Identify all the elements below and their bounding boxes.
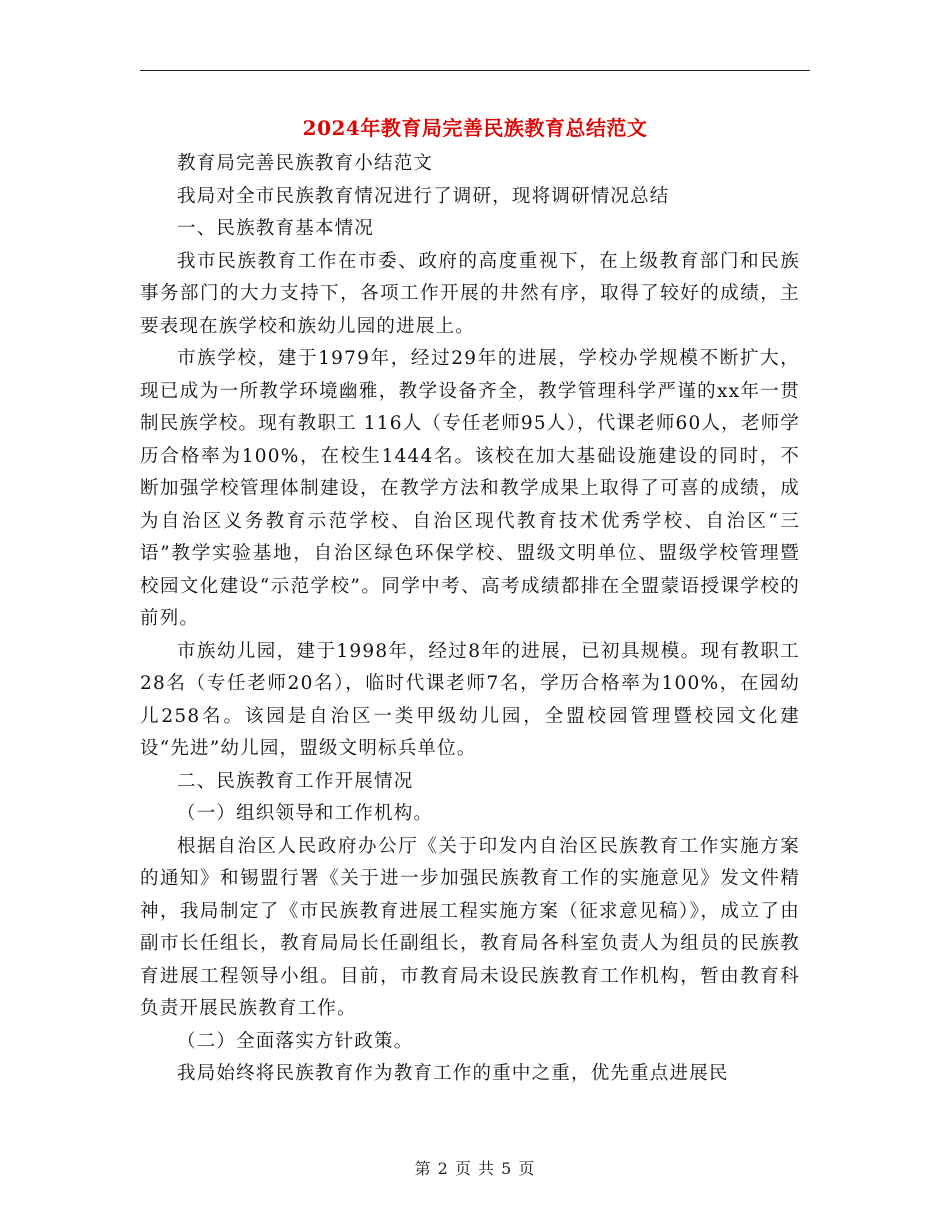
header-rule bbox=[140, 70, 810, 71]
paragraph-overview: 我市民族教育工作在市委、政府的高度重视下，在上级教育部门和民族事务部门的大力支持下，各项工作开展的井然有序，取得了较好的成绩，主要表现在族学校和族幼儿园的进展上。 bbox=[140, 250, 800, 337]
paragraph-subtitle: 教育局完善民族教育小结范文 bbox=[177, 153, 434, 174]
subsection-heading-1: （一）组织领导和工作机构。 bbox=[177, 803, 434, 824]
paragraph-school: 市族学校，建于1979年，经过29年的进展，学校办学规模不断扩大，现已成为一所教学环境幽雅，教学设备齐全，教学管理科学严谨的xx年一贯制民族学校。现有教职工 116人（专任老师95人），代课老师60人，老师学历合格率为100%，在校生1444名。该校在加大基础设施建设的同时，不断加强学校管理体制建设，在教学方法和教学成果上取得了可喜的成绩，成为自治区义务教育示范学校、自治区现代教育技术优秀学校、自治区“三语”教学实验基地，自治区绿色环保学校、盟级文明单位、盟级学校管理暨校园文化建设“示范学校”。同学中考、高考成绩都排在全盟蒙语授课学校的前列。 bbox=[140, 348, 800, 629]
page-number: 第 2 页 共 5 页 bbox=[414, 1159, 536, 1178]
subsection-heading-2: （二）全面落实方针政策。 bbox=[177, 1030, 414, 1052]
paragraph-kindergarten: 市族幼儿园，建于1998年，经过8年的进展，已初具规模。现有教职工28名（专任老师20名），临时代课老师7名，学历合格率为100%，在园幼儿258名。该园是自治区一类甲级幼儿园，全盟校园管理暨校园文化建设“先进”幼儿园，盟级文明标兵单位。 bbox=[140, 640, 800, 759]
document-title: 2024年教育局完善民族教育总结范文 bbox=[302, 116, 648, 140]
paragraph-policy: 我局始终将民族教育作为教育工作的重中之重，优先重点进展民 bbox=[177, 1063, 729, 1084]
section-heading-1: 一、民族教育基本情况 bbox=[177, 218, 375, 239]
paragraph-intro: 我局对全市民族教育情况进行了调研，现将调研情况总结 bbox=[177, 185, 670, 207]
section-heading-2: 二、民族教育工作开展情况 bbox=[177, 770, 414, 792]
paragraph-organization: 根据自治区人民政府办公厅《关于印发内自治区民族教育工作实施方案的通知》和锡盟行署《关于进一步加强民族教育工作的实施意见》发文件精神，我局制定了《市民族教育进展工程实施方案（征求意见稿）》，成立了由副市长任组长，教育局局长任副组长，教育局各科室负责人为组员的民族教育进展工程领导小组。目前，市教育局未设民族教育工作机构，暂由教育科负责开展民族教育工作。 bbox=[140, 835, 800, 1019]
document-body bbox=[140, 148, 800, 1091]
